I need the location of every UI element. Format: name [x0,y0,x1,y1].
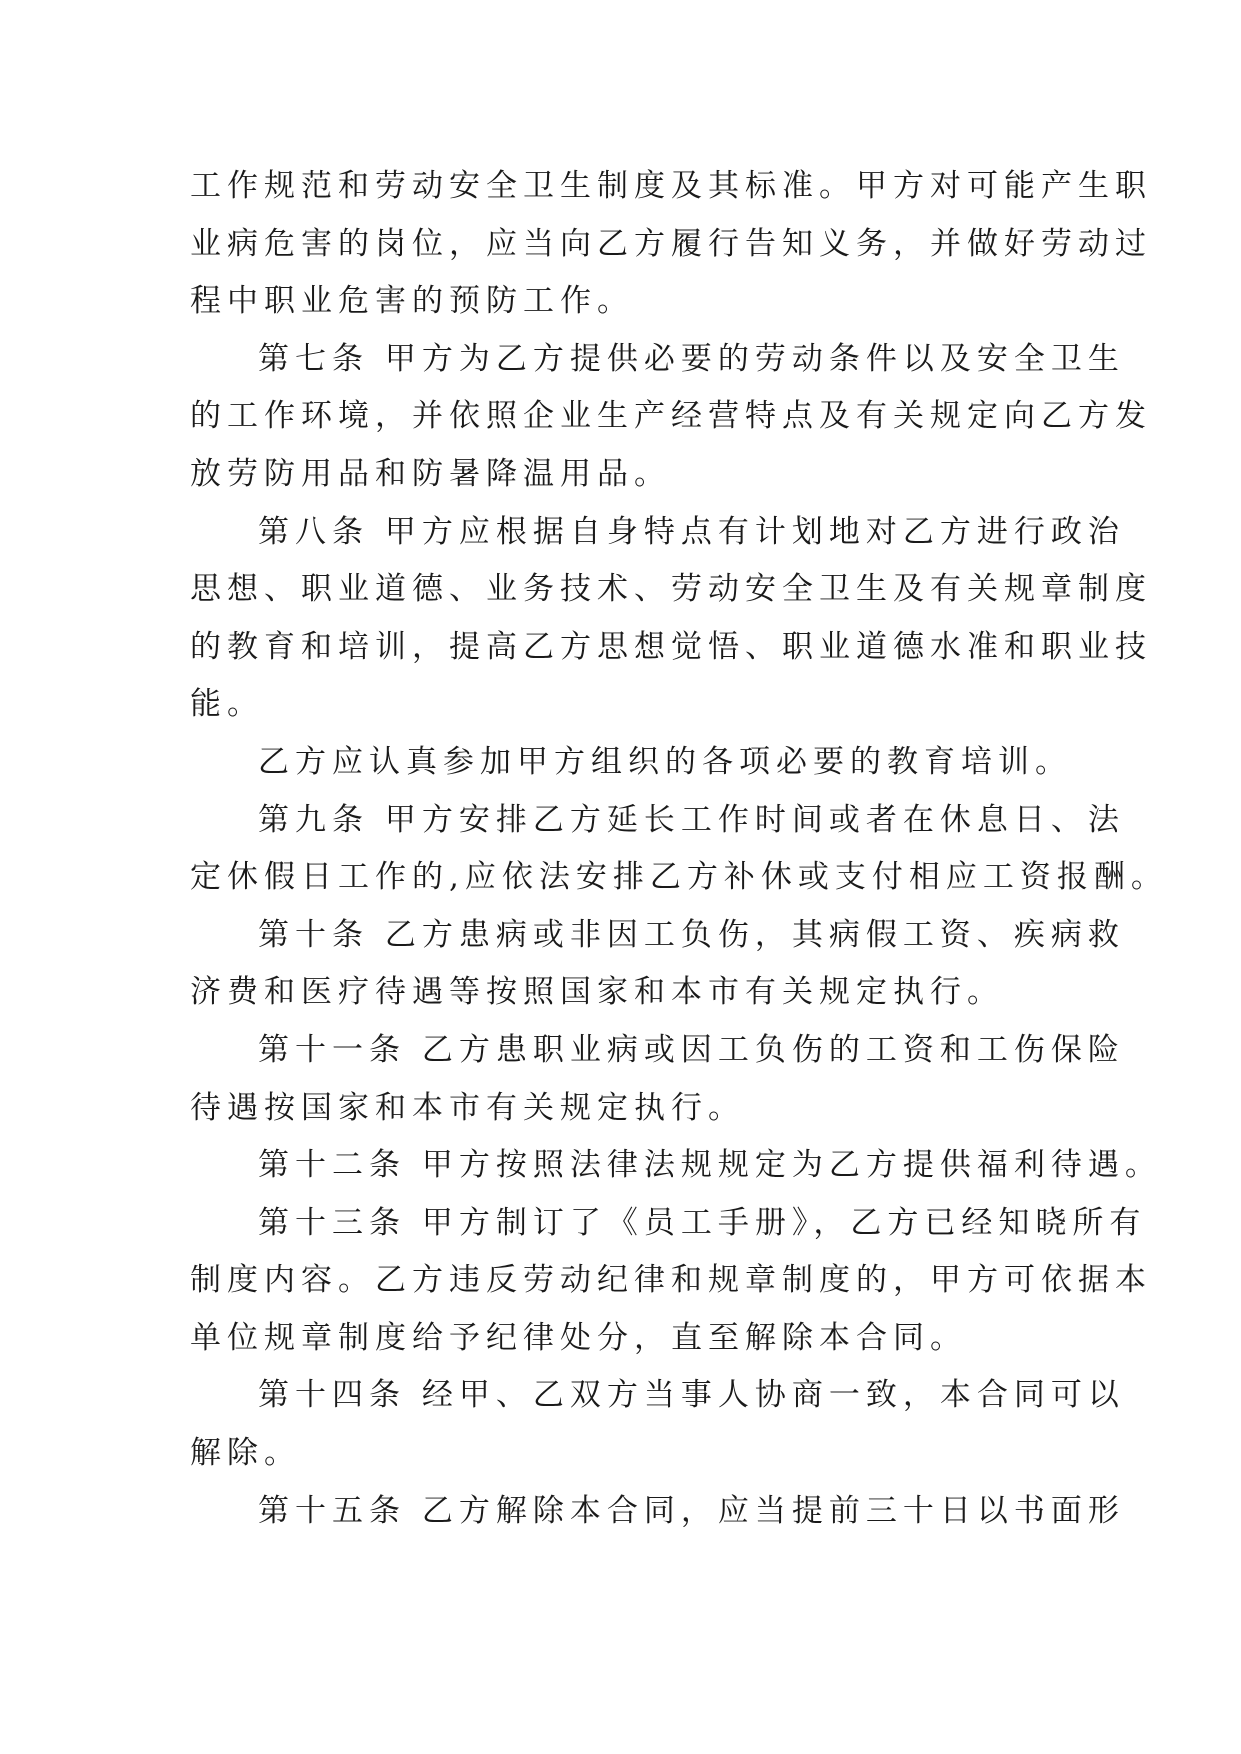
article-9-line: 第九条 甲方安排乙方延长工作时间或者在休息日、法 [258,801,1125,838]
paragraph-line: 乙方应认真参加甲方组织的各项必要的教育培训。 [258,743,1072,780]
text-line: 放劳防用品和防暑降温用品。 [190,455,671,492]
article-10-line: 第十条 乙方患病或非因工负伤，其病假工资、疾病救 [258,916,1125,953]
article-11-line: 第十一条 乙方患职业病或因工负伤的工资和工伤保险 [258,1031,1125,1068]
article-7-line: 第七条 甲方为乙方提供必要的劳动条件以及安全卫生 [258,340,1125,377]
text-line: 待遇按国家和本市有关规定执行。 [190,1089,745,1126]
text-line: 制度内容。乙方违反劳动纪律和规章制度的，甲方可依据本 [190,1262,1152,1299]
text-line: 定休假日工作的,应依法安排乙方补休或支付相应工资报酬。 [190,859,1168,896]
text-line: 的工作环境，并依照企业生产经营特点及有关规定向乙方发 [190,398,1152,435]
text-line: 业病危害的岗位，应当向乙方履行告知义务，并做好劳动过 [190,225,1152,262]
text-line: 能。 [190,686,264,723]
text-line: 的教育和培训，提高乙方思想觉悟、职业道德水准和职业技 [190,628,1152,665]
text-line: 思想、职业道德、业务技术、劳动安全卫生及有关规章制度 [190,571,1152,608]
text-line: 工作规范和劳动安全卫生制度及其标准。甲方对可能产生职 [190,168,1152,204]
document-page [190,158,1168,1540]
article-12-line: 第十二条 甲方按照法律法规规定为乙方提供福利待遇。 [258,1147,1162,1184]
text-line: 济费和医疗待遇等按照国家和本市有关规定执行。 [190,974,1004,1011]
article-15-line: 第十五条 乙方解除本合同，应当提前三十日以书面形 [258,1492,1125,1529]
text-line: 程中职业危害的预防工作。 [190,283,634,320]
article-8-line: 第八条 甲方应根据自身特点有计划地对乙方进行政治 [258,513,1125,550]
text-line: 解除。 [190,1435,301,1472]
article-13-line: 第十三条 甲方制订了《员工手册》，乙方已经知晓所有 [258,1204,1147,1241]
article-14-line: 第十四条 经甲、乙双方当事人协商一致，本合同可以 [258,1377,1125,1414]
text-line: 单位规章制度给予纪律处分，直至解除本合同。 [190,1319,967,1356]
